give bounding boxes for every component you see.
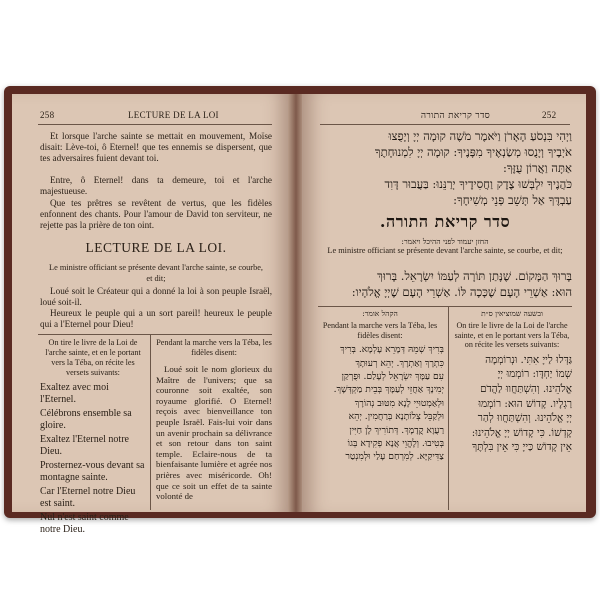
right-header-rule: [320, 124, 570, 125]
hebrew-line: גַּדְּלוּ לַייָ אִתִּי. וּנְרוֹמְמָה: [485, 353, 572, 366]
hebrew-line: כֹּהֲנֶיךָ יִלְבְּשׁוּ צֶדֶק וַחֲסִידֶיךָ יְרַנֵּנוּ: בַּעֲבוּר דָּוִד: [384, 177, 572, 191]
right-running-header: סדר קריאת התורה: [420, 111, 490, 121]
verse-1: Exaltez avec moi l'Eternel.: [40, 382, 109, 405]
hebrew-line: הוּא: אַשְׁרֵי הָעָם שֶׁכָּכָה לּוֹ. אַשְׁרֵי הָעָם שֶׁיְיָ אֱלֹהָיו:: [351, 285, 572, 299]
paragraph-4: Loué soit le Créateur qui a donné la loi à son peuple Israël, loué soit-il.: [40, 286, 272, 307]
left-column-2: [156, 338, 272, 504]
left-col-heb-note: הקהל אומר:: [362, 309, 398, 318]
hebrew-block-2: [318, 268, 572, 300]
verse-6: Nul n'est saint comme notre Dieu.: [40, 512, 129, 535]
left-running-header: LECTURE DE LA LOI: [128, 110, 219, 120]
left-page: [12, 94, 290, 535]
hebrew-small-note: החזן יעמוד לפני ההיכל ויאמר:: [401, 237, 489, 246]
hebrew-line: וַיְהִי בִּנְסֹעַ הָאָרֹן וַיֹּאמֶר מֹשֶׁה קוּמָה יְיָ וְיָפֻצוּ: [388, 129, 572, 143]
right-col-heb-note: ובשעה שמוציאין ס״ת: [481, 309, 543, 318]
hebrew-line: עַבְדֶּךָ אַל תָּשֵׁב פְּנֵי מְשִׁיחֶךָ:: [453, 193, 572, 207]
section-title: LECTURE DE LA LOI.: [85, 240, 227, 255]
hebrew-line: שְׁמוֹ יַחְדָּו: רוֹמְמוּ יְיָ: [497, 368, 572, 381]
verse-3: Exaltez l'Eternel notre Dieu.: [40, 434, 129, 457]
hebrew-line: יְיָ אֱלֹהֵינוּ. וְהִשְׁתַּחֲווּ לְהַר: [477, 412, 572, 425]
hebrew-line: אֹיְבֶיךָ וְיָנֻסוּ מְשַׂנְאֶיךָ מִפָּנֶיךָ: קוּמָה יְיָ לִמְנוּחָתֶךָ: [374, 145, 572, 159]
column-divider: [150, 334, 151, 510]
hebrew-line: עִם עַמָּךְ יִשְׂרָאֵל לְעָלַם. וּפֻרְקַן: [341, 371, 444, 382]
col1-instruction: On tire le livre de la Loi de l'arche sainte, et en le portant vers la Téba, on récite les versets suivants:: [45, 338, 141, 377]
header-rule: [38, 124, 272, 125]
paragraph-5: Heureux le peuple qui a un sort pareil! heureux le peuple qui a l'Eternel pour Dieu!: [40, 308, 272, 329]
col2-text: Loué soit le nom glorieux du Maître de l'univers; que sa couronne soit exaltée, son royaume glorifié. O Eternel! reçois avec bienveillance ton peuple Israël. Fais-lui voir dans un avenir prochain sa délivrance et son retour dans ton saint temple. Eclaire-nous de ta bienfaisante lumière et agrée nos prières avec miséricorde. Oh! que ce soit un effet de ta sainte volonté de: [156, 364, 272, 502]
hebrew-line: וּלְאַמְטוּיֵי לָנָא מִטּוּב נְהוֹרָךְ: [354, 397, 444, 409]
right-page-number: 252: [542, 110, 557, 120]
paragraph-1: Et lorsque l'arche sainte se mettait en mouvement, Moïse disait: Lève-toi, ô Eternel! que tes ennemis se dispersent, que tes adversaires fuient devant toi.: [40, 131, 272, 163]
right-column-verso: [316, 308, 444, 464]
verse-5: Car l'Eternel notre Dieu est saint.: [40, 486, 136, 509]
right-column-recto: [452, 308, 572, 455]
hebrew-line: יְמִינָךְ אַחֲזֵי לְעַמָּךְ בְּבֵית מַקְדְּשָׁךְ.: [333, 384, 444, 396]
right-instruction: Le ministre officiant se présente devant l'arche sainte, se courbe, et dit;: [327, 246, 563, 255]
hebrew-line: אַתָּה וַאֲרוֹן עֻזֶּךָ:: [502, 161, 572, 175]
paragraph-2: Entre, ô Eternel! dans ta demeure, toi et l'arche majestueuse.: [40, 175, 272, 196]
right-page: [302, 94, 586, 512]
right-column-divider: [448, 306, 449, 510]
hebrew-line: רַגְלָיו. קָדוֹשׁ הוּא: רוֹמְמוּ: [478, 397, 572, 410]
left-page-number: 258: [40, 110, 55, 120]
hebrew-line: קָדְשׁוֹ. כִּי קָדוֹשׁ יְיָ אֱלֹהֵינוּ:: [471, 426, 572, 439]
hebrew-line: אֵין קָדוֹשׁ כַּייָ כִּי אֵין בִּלְתֶּךָ: [472, 441, 572, 454]
hebrew-line: בְּרִיךְ שְׁמֵהּ דְּמָרֵא עָלְמָא. בְּרִיךְ: [340, 344, 444, 356]
hebrew-line: וּלְקַבֵּל צְלוֹתָנָא בְּרַחֲמִין. יְהֵא: [348, 411, 444, 423]
hebrew-block-1: [318, 128, 572, 208]
hebrew-line: צַדִּיקַיָּא. לְמִרְחַם עָלַי וּלְמִנְטַר: [345, 451, 444, 463]
right-col-instruction: On tire le livre de la Loi de l'arche sainte, et en le portant vers la Téba, on récite les versets suivants:: [454, 321, 570, 350]
left-column-1: [40, 338, 146, 538]
col2-instruction: Pendant la marche vers la Téba, les fidèles disent:: [156, 338, 272, 357]
left-col-instruction: Pendant la marche vers la Téba, les fidèles disent:: [322, 321, 438, 340]
hebrew-line: כִּתְרָךְ וְאַתְרָךְ. יְהֵא רְעוּתָךְ: [355, 357, 444, 369]
verse-2: Célébrons ensemble sa gloire.: [40, 408, 132, 431]
hebrew-line: רַעֲוָא קֳדָמָךְ. דְּתוֹרִיךְ לָן חַיִּין: [349, 424, 444, 436]
hebrew-line: בָּרוּךְ הַמָּקוֹם. שֶׁנָּתַן תּוֹרָה לְעַמּוֹ יִשְׂרָאֵל. בָּרוּךְ: [377, 269, 572, 283]
paragraph-3: Que tes prêtres se revêtent de vertus, que les fidèles enfonnent des chants. Pour l'amour de David ton serviteur, ne rejette pas la prière de ton oint.: [40, 198, 272, 230]
hebrew-line: בְּטִיבוּ. וְלֶהֱוֵי אֲנָא פְקִידָא בְּגוֹ: [347, 438, 444, 450]
right-column-top-rule: [318, 306, 572, 307]
verse-4: Prosternez-vous devant sa montagne sainte.: [40, 460, 145, 483]
instruction-1: Le ministre officiant se présente devant l'arche sainte, se courbe, et dit;: [49, 263, 263, 283]
hebrew-section-title: סדר קריאת התורה.: [379, 212, 511, 231]
hebrew-line: אֱלֹהֵינוּ. וְהִשְׁתַּחֲווּ לַהֲדֹם: [480, 382, 572, 395]
column-top-rule: [38, 334, 272, 335]
